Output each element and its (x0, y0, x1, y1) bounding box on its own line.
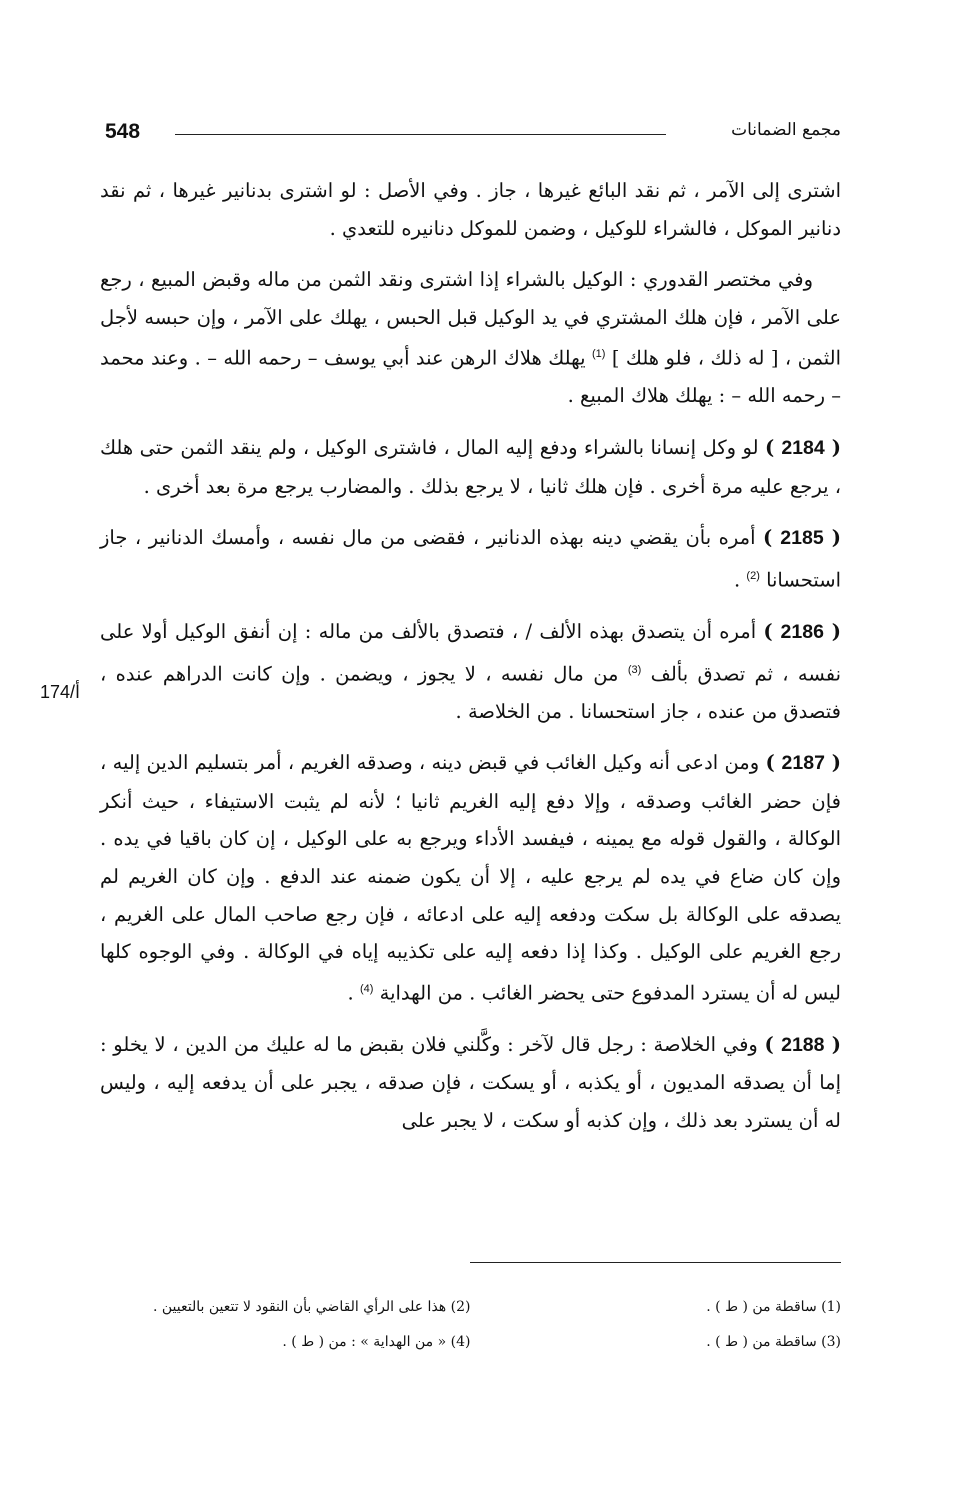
footnote: (1) ساقطة من ( ط ) . (706, 1299, 841, 1315)
paragraph-number: 2184 (781, 437, 825, 460)
footnote-ref: (1) (591, 348, 606, 361)
paragraph-number: 2188 (781, 1033, 825, 1056)
paragraph-number: 2186 (780, 620, 824, 643)
manuscript-folio-note: 174/أ (40, 682, 81, 702)
footnote-ref: (4) (359, 982, 374, 995)
numbered-paragraph: ( 2188 ) وفي الخلاصة : رجل قال لآخر : وكَّلني فلان بقبض ما له عليك من الدين ، لا يخلو : إما أن يصدقه المديون ، أو يكذبه ، أو يسكت ، فإن صدقه ، يجبر على أن يدفعه إليه ، وليس له أن يسترد بعد ذلك ، وإن كذبه أو سكت ، لا يجبر على (100, 1032, 842, 1133)
header-rule (175, 134, 666, 135)
footnote: (2) هذا على الرأي القاضي بأن النقود لا تتعين بالتعيين . (152, 1299, 471, 1315)
numbered-paragraph: ( 2185 ) أمره بأن يقضي دينه بهذه الدنانير ، فقضى من مال نفسه ، وأمسك الدنانير ، جاز استحسانا $^{(2)}$ . (100, 526, 841, 592)
running-title: مجمع الضمانات (731, 120, 841, 140)
footnotes (100, 1290, 841, 1360)
page-number: 548 (105, 120, 141, 143)
footnote: (4) « من الهداية » : من ( ط ) . (282, 1334, 471, 1350)
footnote-ref: (3) (627, 663, 642, 676)
paragraph: اشترى إلى الآمر ، ثم نقد البائع غيرها ، جاز . وفي الأصل : لو اشترى بدنانير غيرها ، ثم نقد دنانير الموكل ، فالشراء للوكيل ، وضمن للموكل دنانيره للتعدي . (100, 179, 841, 240)
page-header (105, 118, 841, 154)
paragraph: وفي مختصر القدوري : الوكيل بالشراء إذا اشترى ونقد الثمن من ماله وقبض المبيع ، رجع على الآمر ، فإن هلك المشتري في يد الوكيل قبل الحبس ، يهلك على الآمر ، وإن حبسه لأجل الثمن ، [ له ذلك ، فلو هلك ] $^{(1)}$ يهلك هلاك الرهن عند أبي يوسف – رحمه الله – . وعند محمد – رحمه الله – : يهلك هلاك المبيع . (100, 268, 841, 408)
numbered-paragraph: ( 2184 ) لو وكل إنسانا بالشراء ودفع إليه المال ، فاشترى الوكيل ، ولم ينقد الثمن حتى هلك ، يرجع عليه مرة أخرى . فإن هلك ثانيا ، لا يرجع بذلك . والمضارب يرجع مرة بعد أخرى . (100, 436, 842, 498)
paragraph-number: 2187 (781, 752, 825, 775)
paragraph-number: 2185 (780, 527, 824, 550)
footnote-ref: (2) (746, 569, 760, 582)
numbered-paragraph: ( 2187 ) ومن ادعى أنه وكيل الغائب في قبض دينه ، وصدقه الغريم ، أمر بتسليم الدين إليه ، فإن حضر الغائب وصدقه ، وإلا دفع إليه الغريم ثانيا ؛ لأنه لم يثبت الاستيفاء ، حيث أنكر الوكالة ، والقول قوله مع يمينه ، فيفسد الأداء ويرجع به على الوكيل ، إن كان باقيا في يده . وإن كان ضاع في يده لم يرجع عليه ، إلا أن يكون ضمنه عند الدفع . وإن كان الغريم لم يصدقه على الوكالة بل سكت ودفعه إليه على ادعائه ، فإن رجع صاحب المال على الغريم ، رجع الغريم على الوكيل . وكذا إذا دفعه إليه على تكذيبه إياه في الوكالة . وفي الوجوه كلها ليس له أن يسترد المدفوع حتى يحضر الغائب . من الهداية $^{(4)}$ . (100, 751, 842, 1005)
footnote-rule (470, 1262, 841, 1263)
numbered-paragraph: ( 2186 ) أمره أن يتصدق بهذه الألف / ، فتصدق بالألف من ماله : إن أنفق الوكيل أولا على نفسه ، ثم تصدق بألف $^{(3)}$ من مال نفسه ، لا يجوز ، ويضمن . وإن كانت الدراهم عنده ، فتصدق من عنده ، جاز استحسانا . من الخلاصة . (100, 619, 842, 723)
footnote: (3) ساقطة من ( ط ) . (706, 1334, 841, 1350)
main-text (100, 172, 841, 1154)
